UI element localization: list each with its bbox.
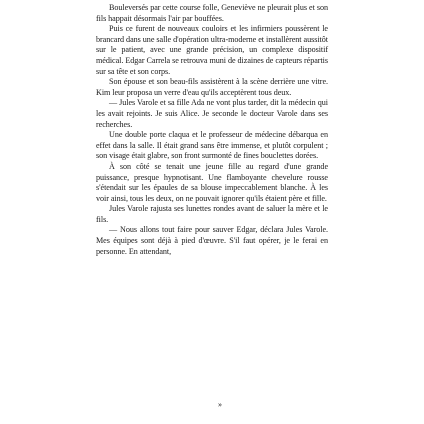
page-number: » (218, 400, 222, 409)
body-text (96, 3, 328, 257)
paragraph: — Nous allons tout faire pour sauver Edgar, déclara Jules Varole. Mes équipes sont déjà à pied d'œuvre. S'il faut opérer, je le ferai en personne. En attendant, (96, 225, 328, 256)
paragraph: Puis ce furent de nouveaux couloirs et les infirmiers poussèrent le brancard dans une salle d'opération ultra-moderne et installèrent aussitôt sur le patient, avec une grande précision, un complexe dispositif médical. Edgar Carrela se retrouva muni de dizaines de capteurs répartis sur sa tête et son corps. (96, 24, 328, 76)
paragraph: À son côté se tenait une jeune fille au regard d'une grande puissance, presque hypnotisant. Une flamboyante chevelure rousse s'étendait sur les épaules de sa blouse impeccablement blanche. À les voir ainsi, tous les deux, on ne pouvait ignorer qu'ils étaient père et fille. (96, 161, 328, 203)
paragraph: — Jules Varole et sa fille Ada ne vont plus tarder, dit la médecin qui les avait rejoints. Je suis Alice. Je seconde le docteur Varole dans ses recherches. (96, 98, 328, 129)
paragraph: Une double porte claqua et le professeur de médecine débarqua en effet dans la salle. Il était grand sans être immense, et plutôt corpulent ; son visage était glabre, son front surmonté de fines bouclettes dorées. (96, 130, 328, 161)
paragraph: Bouleversés par cette course folle, Geneviève ne pleurait plus et son fils happait désormais l'air par bouffées. (96, 3, 328, 23)
paragraph: Jules Varole rajusta ses lunettes rondes avant de saluer la mère et le fils. (96, 204, 328, 224)
paragraph: Son épouse et son beau-fils assistèrent à la scène derrière une vitre. Kim leur proposa un verre d'eau qu'ils acceptèrent tous deux. (96, 77, 328, 97)
